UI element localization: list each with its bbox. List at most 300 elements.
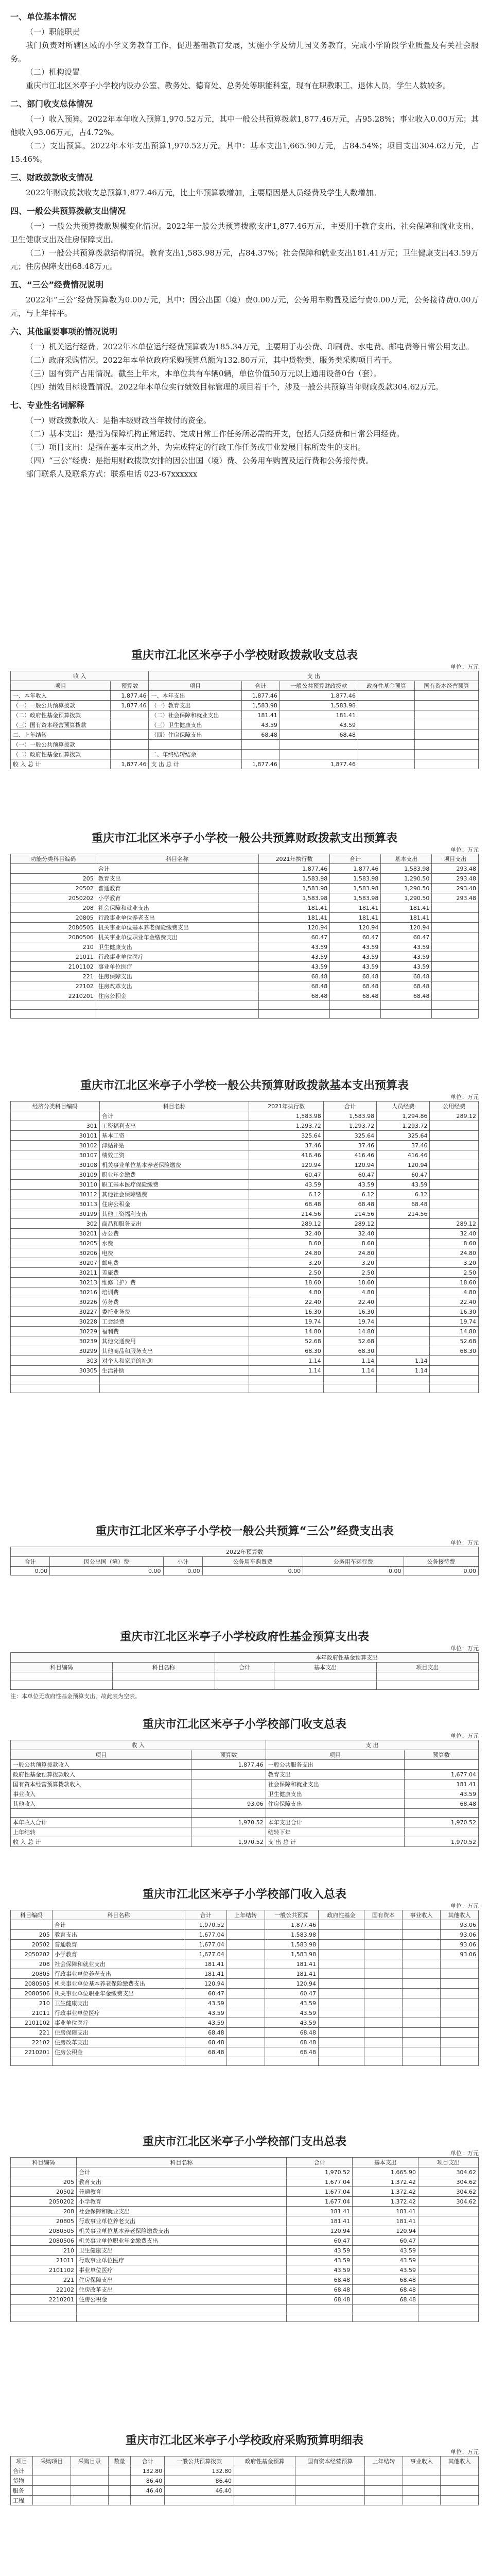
table-header-row xyxy=(11,2158,479,2167)
table-cell: 14.80 xyxy=(323,1327,376,1336)
table-row xyxy=(11,2177,479,2187)
table-cell xyxy=(441,1979,479,1989)
table-cell: 卫生健康支出 xyxy=(266,1789,404,1799)
table-cell xyxy=(403,1940,441,1950)
table-cell xyxy=(430,1121,479,1131)
table-cell: 4.80 xyxy=(430,1287,479,1297)
table-header-cell: 上年结转 xyxy=(226,1910,265,1920)
table-cell xyxy=(33,2486,71,2496)
table-cell xyxy=(364,2038,403,2047)
table-cell xyxy=(441,2018,479,2028)
table-cell: 68.48 xyxy=(381,981,432,991)
table-cell: 1,877.46 xyxy=(330,864,381,874)
table-cell: 120.94 xyxy=(265,1979,319,1989)
table-cell: 93.06 xyxy=(441,1950,479,1959)
table-cell xyxy=(441,1998,479,2008)
table-cell: 43.59 xyxy=(287,2265,353,2275)
table-cell: 43.59 xyxy=(258,962,329,972)
table-cell: 其他社会保障缴费 xyxy=(99,1190,249,1199)
table-cell: 1,970.52 xyxy=(185,1920,226,1930)
table-header-cell: 支 出 xyxy=(149,671,479,681)
table-cell xyxy=(377,1219,430,1229)
table-row xyxy=(11,1258,479,1268)
table-cell xyxy=(418,2285,479,2295)
table-cell: 181.41 xyxy=(280,710,358,720)
table1-block xyxy=(10,647,479,769)
table-row xyxy=(11,1920,479,1930)
table-cell: 1,583.98 xyxy=(330,884,381,893)
section-heading: 一、单位基本情况 xyxy=(10,12,77,22)
table-cell: 32.40 xyxy=(430,1229,479,1239)
table-row xyxy=(11,2197,479,2207)
table-cell xyxy=(11,1376,100,1384)
table-cell xyxy=(274,1681,376,1690)
table-cell: 0.00 xyxy=(50,1567,163,1575)
table-cell: 22.40 xyxy=(249,1297,323,1307)
table-cell xyxy=(441,1989,479,1998)
table-cell: 1,583.98 xyxy=(241,701,280,710)
table-cell: 93.06 xyxy=(441,1930,479,1940)
table-cell: 机关事业单位职业年金缴费支出 xyxy=(96,933,258,942)
table-cell: 事业单位医疗 xyxy=(76,2265,286,2275)
table-row xyxy=(11,1760,479,1770)
table-row xyxy=(11,740,479,750)
section-heading: 二、部门收支总体情况 xyxy=(10,99,93,109)
table-cell xyxy=(323,1376,376,1384)
table-cell: 30107 xyxy=(11,1150,100,1160)
table-cell: 68.48 xyxy=(265,2028,319,2038)
table-cell xyxy=(377,1307,430,1317)
table-row xyxy=(11,933,479,942)
paragraph: （一）财政拨款收入：是指本级财政当年拨付的资金。 xyxy=(26,416,212,425)
table-cell xyxy=(249,1384,323,1393)
table-cell: 43.59 xyxy=(330,952,381,962)
table-row xyxy=(11,1141,479,1150)
table-header-cell: 科目名称 xyxy=(96,854,258,864)
table-cell: （二）政府性基金预算拨款 xyxy=(11,710,111,720)
table-cell xyxy=(403,2008,441,2018)
table-header-cell: 事业收入 xyxy=(403,2456,441,2466)
table-row xyxy=(11,759,479,769)
table-header-cell: 公务用车购置费 xyxy=(202,1557,303,1567)
table-cell xyxy=(430,1131,479,1141)
table-cell: 22102 xyxy=(11,2285,77,2295)
table-cell xyxy=(358,691,414,701)
table-cell: 325.64 xyxy=(323,1131,376,1141)
table-cell: 20805 xyxy=(11,1969,53,1979)
table-cell: 1,372.42 xyxy=(353,2197,418,2207)
table-cell: 46.40 xyxy=(131,2486,165,2496)
table-header-cell xyxy=(11,1653,215,1663)
table-cell xyxy=(319,1950,364,1959)
table-cell: 43.59 xyxy=(185,2008,226,2018)
table-cell: 其他工资福利支出 xyxy=(99,1209,249,1219)
table-cell: 68.48 xyxy=(404,1799,478,1809)
table-row xyxy=(11,1229,479,1239)
table-row xyxy=(11,1160,479,1170)
table-cell xyxy=(403,2476,441,2486)
table-header-cell: 科目编码 xyxy=(11,1663,113,1672)
table-cell xyxy=(430,1180,479,1190)
table-cell: 43.59 xyxy=(353,2256,418,2265)
table-cell: 一般公共服务支出 xyxy=(266,1760,404,1770)
table-cell: 30112 xyxy=(11,1190,100,1199)
table-cell: 181.41 xyxy=(330,903,381,913)
table-header-cell: 一般公共预算财政拨款 xyxy=(280,681,358,691)
unit-label: 单位：万元 xyxy=(450,1733,479,1739)
table-cell xyxy=(11,864,96,874)
table-cell: 221 xyxy=(11,972,96,981)
table-cell: 289.12 xyxy=(430,1219,479,1229)
table-cell: 其他交通费用 xyxy=(99,1336,249,1346)
table-header-cell: 经济分类科目编码 xyxy=(11,1101,100,1111)
table-cell xyxy=(191,1827,266,1837)
table-cell: 电费 xyxy=(99,1248,249,1258)
fund-budget-table xyxy=(10,1652,479,1690)
table-cell xyxy=(364,1930,403,1940)
table-cell: 22.40 xyxy=(430,1297,479,1307)
table-cell: 1,290.50 xyxy=(381,884,432,893)
table-row xyxy=(11,1121,479,1131)
table-cell: 小学教育 xyxy=(76,2197,286,2207)
general-budget-expense-table xyxy=(10,854,479,1019)
table-cell: （三）国有资本经营预算拨款 xyxy=(11,720,111,730)
table-cell xyxy=(364,1950,403,1959)
table-cell: 1,970.52 xyxy=(287,2167,353,2177)
table-cell xyxy=(274,1672,376,1681)
table-cell: 68.48 xyxy=(287,2275,353,2285)
table-cell: 181.41 xyxy=(265,1969,319,1979)
table-cell: 43.59 xyxy=(330,962,381,972)
table-cell: 住房保障支出 xyxy=(76,2275,286,2285)
unit-label: 单位：万元 xyxy=(450,664,479,670)
table-cell: 30229 xyxy=(11,1327,100,1336)
unit-label: 单位：万元 xyxy=(450,1645,479,1652)
table-cell: 43.59 xyxy=(381,952,432,962)
table-cell xyxy=(432,903,479,913)
table-cell xyxy=(226,1920,265,1930)
table-header-cell: 支 出 xyxy=(266,1740,478,1750)
table-cell: 120.94 xyxy=(381,923,432,933)
table-cell xyxy=(280,750,358,759)
table-cell: 4.80 xyxy=(323,1287,376,1297)
table-cell: 16.30 xyxy=(430,1307,479,1317)
table-cell xyxy=(226,1930,265,1940)
table-cell xyxy=(414,759,478,769)
table3-block xyxy=(10,1077,479,1393)
table-header-cell: 预算数 xyxy=(191,1750,266,1760)
table-cell xyxy=(131,2496,165,2505)
table-cell: 卫生健康支出 xyxy=(52,1998,185,2008)
table-cell: 181.41 xyxy=(404,1780,478,1789)
table-cell: 43.59 xyxy=(249,1180,323,1190)
table-cell: 68.48 xyxy=(377,1199,430,1209)
table-header-cell: 国有资本经营预算 xyxy=(295,2456,365,2466)
table-cell xyxy=(215,1681,274,1690)
paragraph: （三）国有资产占用情况。截至上年末，本单位共有车辆0辆，单位价值50万元以上通用设备0台（套）。 xyxy=(26,369,381,378)
table-header-cell: 上年结转 xyxy=(365,2456,403,2466)
table-cell: 合计 xyxy=(99,1111,249,1121)
table-cell: 60.47 xyxy=(249,1170,323,1180)
paragraph: （一）收入预算。2022年本年收入预算1,970.52万元，其中一般公共预算拨款1,877.46万元，占95.28%；事业收入0.00万元；其他收入93.06万元，占4.72%。 xyxy=(10,114,479,137)
table-row xyxy=(11,884,479,893)
table-cell: 30102 xyxy=(11,1141,100,1150)
paragraph: （二）支出预算。2022年本年支出预算1,970.52万元。其中：基本支出1,665.90万元，占84.54%；项目支出304.62万元，占15.46%。 xyxy=(10,141,479,164)
table-cell xyxy=(377,1317,430,1327)
table-cell: 收 入 总 计 xyxy=(11,1837,191,1847)
table-cell: 1,293.72 xyxy=(323,1121,376,1131)
table-row xyxy=(11,2295,479,2304)
table-cell: 1,677.04 xyxy=(185,1950,226,1959)
table-cell: 304.62 xyxy=(418,2187,479,2197)
table-row xyxy=(11,1930,479,1940)
table-cell: 普通教育 xyxy=(52,1940,185,1950)
table-row xyxy=(11,2008,479,2018)
table9-block xyxy=(10,2432,479,2505)
table-cell xyxy=(432,962,479,972)
table-cell: 60.47 xyxy=(323,1170,376,1180)
table-row xyxy=(11,2057,479,2066)
table-cell: 181.41 xyxy=(330,913,381,923)
table-cell xyxy=(295,2476,365,2486)
table-header-cell: 项目 xyxy=(11,2456,33,2466)
table-cell: 1.14 xyxy=(249,1356,323,1366)
table-cell: 181.41 xyxy=(353,2216,418,2226)
table-cell xyxy=(33,2496,71,2505)
table-cell: 68.30 xyxy=(249,1346,323,1356)
table-row xyxy=(11,991,479,1001)
table-cell: 1,877.46 xyxy=(111,701,149,710)
table-cell xyxy=(403,2047,441,2057)
table-cell: 68.48 xyxy=(330,991,381,1001)
table-cell: 事业收入 xyxy=(11,1789,191,1799)
table-cell: 214.56 xyxy=(377,1209,430,1219)
table-cell: 1,583.98 xyxy=(323,1111,376,1121)
table-cell: 181.41 xyxy=(258,903,329,913)
table-cell: 服务 xyxy=(11,2486,33,2496)
table-cell xyxy=(430,1141,479,1150)
table-cell: 基本工资 xyxy=(99,1131,249,1141)
table-cell xyxy=(403,1989,441,1998)
table-cell xyxy=(432,972,479,981)
table-row xyxy=(11,2265,479,2275)
table-header-cell: 合计 xyxy=(287,2158,353,2167)
table-cell xyxy=(403,2486,441,2496)
table-cell: 2080506 xyxy=(11,2236,77,2246)
table-title: 重庆市江北区米亭子小学校一般公共预算“三公”经费支出表 xyxy=(95,1525,394,1538)
table-row xyxy=(11,1190,479,1199)
table-cell: 30228 xyxy=(11,1317,100,1327)
unit-label: 单位：万元 xyxy=(450,2150,479,2157)
table-header-cell: 2021年执行数 xyxy=(258,854,329,864)
table-cell: 2080506 xyxy=(11,933,96,942)
table-cell: 68.48 xyxy=(353,2295,418,2304)
table-cell: 24.80 xyxy=(323,1248,376,1258)
table-cell: 社会保障和就业支出 xyxy=(266,1780,404,1789)
section-heading: 三、财政拨款收支情况 xyxy=(10,173,93,182)
table-cell: 卫生健康支出 xyxy=(96,942,258,952)
table-cell: 1.14 xyxy=(377,1356,430,1366)
table-cell: 0.00 xyxy=(163,1567,202,1575)
table-cell: 93.06 xyxy=(441,1920,479,1930)
table-cell xyxy=(414,710,478,720)
table-cell xyxy=(403,1998,441,2008)
paragraph: 重庆市江北区米亭子小学校内设办公室、教务处、德育处、总务处等职能科室，现有在职教职工、退休人员，学生人数较多。 xyxy=(26,81,451,90)
table-cell: 生活补助 xyxy=(99,1366,249,1376)
table-cell: 二、年终结转结余 xyxy=(149,750,241,759)
table-cell xyxy=(365,2466,403,2476)
table-cell: 120.94 xyxy=(353,2226,418,2236)
table-cell: 20502 xyxy=(11,1940,53,1950)
table-cell: 43.59 xyxy=(330,942,381,952)
table-cell xyxy=(111,730,149,740)
table-row xyxy=(11,972,479,981)
table-cell xyxy=(418,2226,479,2236)
table-cell xyxy=(403,1979,441,1989)
table-cell xyxy=(364,2018,403,2028)
table-cell: 30101 xyxy=(11,1131,100,1141)
table-cell xyxy=(11,1384,100,1393)
table-cell: 120.94 xyxy=(377,1160,430,1170)
table-cell: 68.48 xyxy=(265,2038,319,2047)
table-row xyxy=(11,1170,479,1180)
table-cell: 结转下年 xyxy=(266,1827,404,1837)
table-row xyxy=(11,1297,479,1307)
table-cell: 其他收入 xyxy=(11,1799,191,1809)
table-title: 重庆市江北区米亭子小学校财政拨款收支总表 xyxy=(131,649,358,662)
income-expense-table xyxy=(10,671,479,769)
table-cell: 机关事业单位基本养老保险缴费支出 xyxy=(76,2226,286,2236)
table-cell: 301 xyxy=(11,1121,100,1131)
table-cell xyxy=(358,730,414,740)
table-cell xyxy=(353,2313,418,2322)
table-header-cell: 合计 xyxy=(330,854,381,864)
table-cell: （三）卫生健康支出 xyxy=(149,720,241,730)
table-header-cell: 公务用车运行费 xyxy=(303,1557,404,1567)
table-cell: 21011 xyxy=(11,952,96,962)
table-cell: 19.74 xyxy=(323,1317,376,1327)
table-cell: 214.56 xyxy=(249,1209,323,1219)
table-header-cell: 项目 xyxy=(266,1750,404,1760)
table-cell xyxy=(377,1258,430,1268)
contact-line: 部门联系人及联系方式：联系电话 023-67xxxxxx xyxy=(26,469,198,479)
table-row xyxy=(11,1010,479,1019)
table-header-cell: 项目支出 xyxy=(432,854,479,864)
table-cell xyxy=(11,1681,113,1690)
table-cell: 68.48 xyxy=(185,2038,226,2047)
table-cell xyxy=(249,1376,323,1384)
table-cell: 机关事业单位基本养老保险缴费支出 xyxy=(96,923,258,933)
table-cell xyxy=(377,1327,430,1336)
table-cell: 住房改革支出 xyxy=(76,2285,286,2295)
table-cell xyxy=(226,1950,265,1959)
table-cell xyxy=(11,2057,53,2066)
table-row xyxy=(11,2256,479,2265)
table-cell: 68.48 xyxy=(381,991,432,1001)
table-cell: 22102 xyxy=(11,2038,53,2047)
table8-block xyxy=(10,2133,479,2322)
table-cell: 3.20 xyxy=(323,1258,376,1268)
table-cell xyxy=(432,952,479,962)
table-row xyxy=(11,942,479,952)
table-header-cell: 因公出国（境）费 xyxy=(50,1557,163,1567)
table-row xyxy=(11,2466,479,2476)
table-cell: 住房改革支出 xyxy=(52,2038,185,2047)
table-cell: 20502 xyxy=(11,2187,77,2197)
table-header-cell: 预算数 xyxy=(111,681,149,691)
table-cell: 本年收入合计 xyxy=(11,1818,191,1827)
table-cell: 93.06 xyxy=(191,1799,266,1809)
table-cell: 37.46 xyxy=(323,1141,376,1150)
table-cell xyxy=(99,1376,249,1384)
table-cell: 1,293.72 xyxy=(249,1121,323,1131)
table-header-cell: 项目支出 xyxy=(418,2158,479,2167)
table-cell xyxy=(430,1199,479,1209)
table-cell: 0.00 xyxy=(11,1567,50,1575)
table-cell: 303 xyxy=(11,1356,100,1366)
table-cell: 205 xyxy=(11,874,96,884)
table-cell: 1,877.46 xyxy=(111,691,149,701)
table-cell: 68.48 xyxy=(258,981,329,991)
table-cell xyxy=(295,2496,365,2505)
table-row xyxy=(11,923,479,933)
table-cell xyxy=(319,1930,364,1940)
table-cell: 1,372.42 xyxy=(353,2187,418,2197)
table-cell: 68.48 xyxy=(265,2047,319,2057)
table-cell: 43.59 xyxy=(265,2008,319,2018)
table-cell: 43.59 xyxy=(323,1180,376,1190)
table-cell: 事业单位医疗 xyxy=(52,2018,185,2028)
table-cell xyxy=(365,2486,403,2496)
table-cell: 1,677.04 xyxy=(185,1940,226,1950)
table-cell: 维修（护）费 xyxy=(99,1278,249,1287)
table-row xyxy=(11,2187,479,2197)
table-cell: 住房保障支出 xyxy=(52,2028,185,2038)
table-cell: 293.48 xyxy=(432,864,479,874)
paragraph: （二）基本支出：是指为保障机构正常运转、完成日常工作任务所必需的开支，包括人员经费和日常公用经费。 xyxy=(26,429,405,438)
table-cell: 8.60 xyxy=(323,1239,376,1248)
table-cell xyxy=(33,2476,71,2486)
table-cell xyxy=(111,750,149,759)
table-header-cell: 一般公共预算 xyxy=(265,1910,319,1920)
table-cell xyxy=(441,1969,479,1979)
table-cell xyxy=(432,1010,479,1019)
table-cell xyxy=(358,740,414,750)
table-cell: 221 xyxy=(11,2275,77,2285)
table-row xyxy=(11,1346,479,1356)
table-cell xyxy=(430,1160,479,1170)
table-cell xyxy=(33,2466,71,2476)
table-cell: 68.48 xyxy=(258,972,329,981)
table-cell xyxy=(76,2304,286,2313)
table-row xyxy=(11,1239,479,1248)
table-row xyxy=(11,1809,479,1818)
table-cell xyxy=(11,1111,100,1121)
table-cell: 210 xyxy=(11,1998,53,2008)
table-cell: 绩效工资 xyxy=(99,1150,249,1160)
table-title: 重庆市江北区米亭子小学校部门收入总表 xyxy=(142,1888,346,1901)
table-cell: 差旅费 xyxy=(99,1268,249,1278)
table-row xyxy=(11,720,479,730)
table-cell: 32.40 xyxy=(249,1229,323,1239)
table-row xyxy=(11,2216,479,2226)
table-row xyxy=(11,1827,479,1837)
table-cell: 43.59 xyxy=(258,952,329,962)
table-cell xyxy=(226,2028,265,2038)
table-cell: 30216 xyxy=(11,1287,100,1297)
table-cell xyxy=(113,1672,215,1681)
table-cell xyxy=(377,1297,430,1307)
